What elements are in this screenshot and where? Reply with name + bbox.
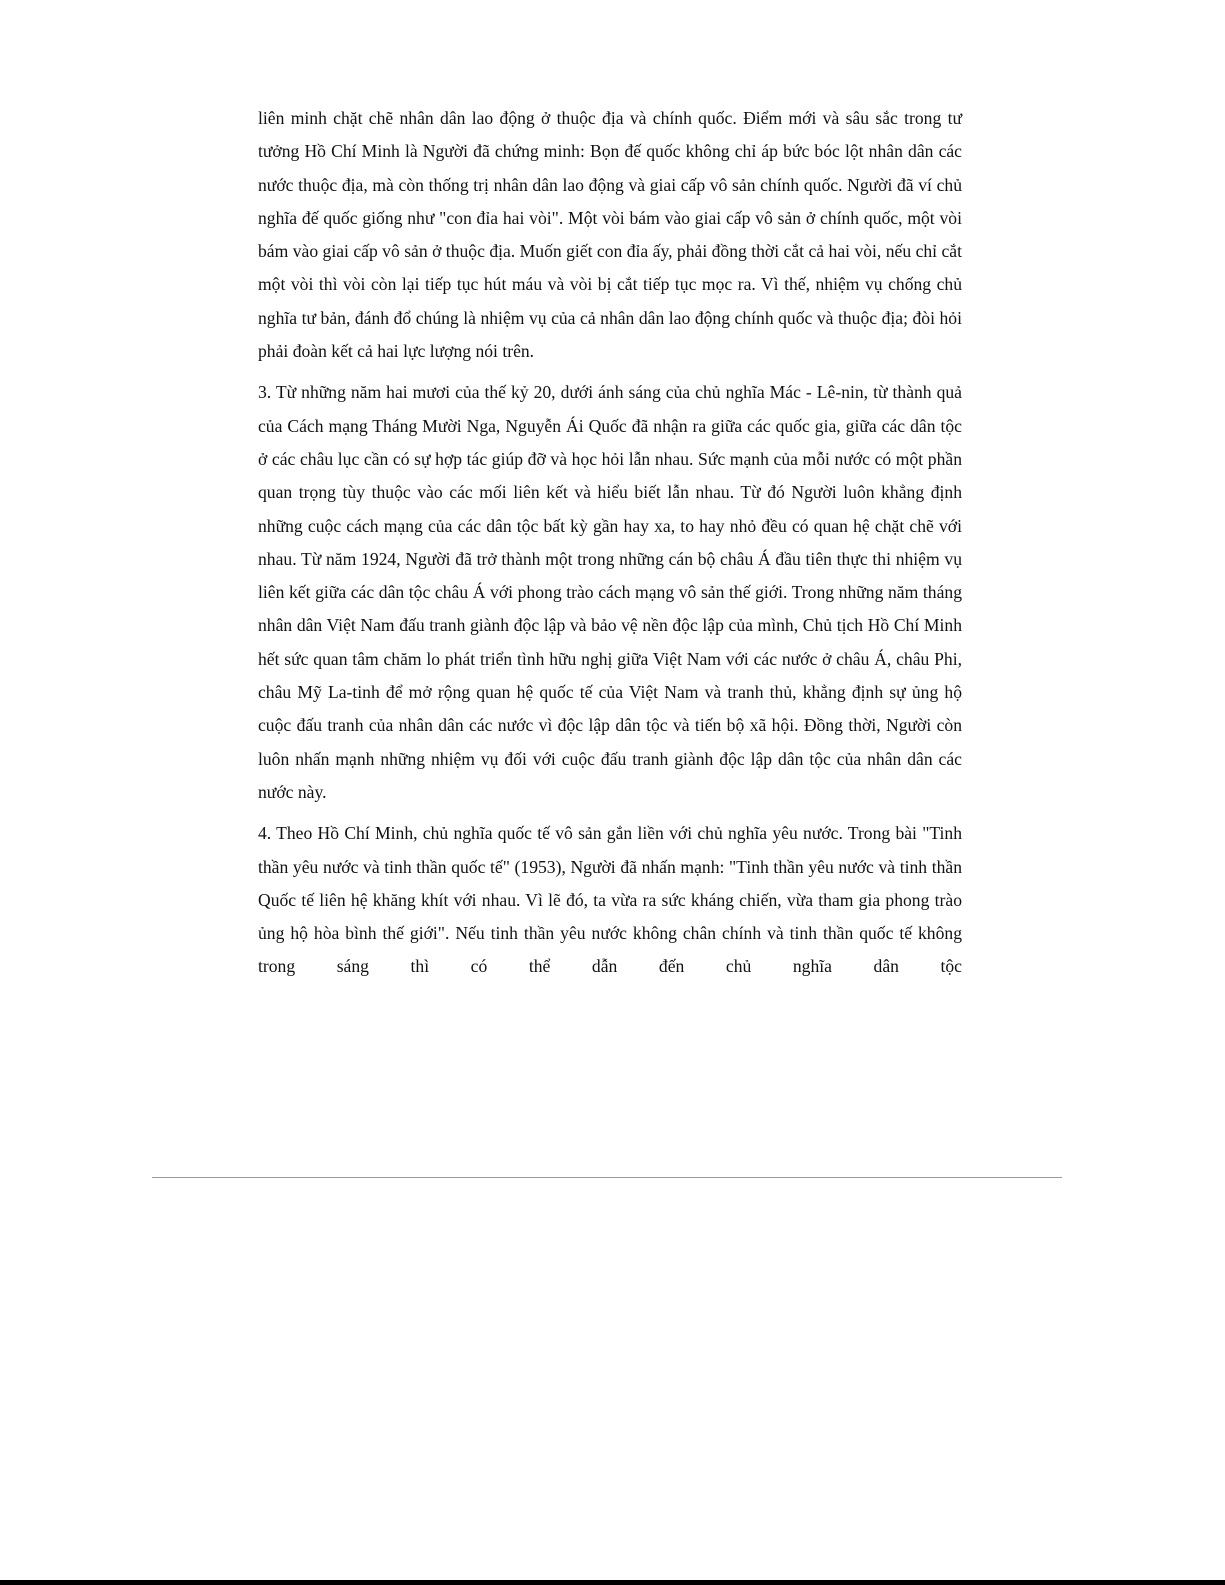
paragraph-point-3: 3. Từ những năm hai mươi của thế kỷ 20, dưới ánh sáng của chủ nghĩa Mác - Lê-nin, từ thành quả của Cách mạng Tháng Mười Nga, Nguyễn Ái Quốc đã nhận ra giữa các quốc gia, giữa các dân tộc ở các châu lục cần có sự hợp tác giúp đỡ và học hỏi lẫn nhau. Sức mạnh của mỗi nước có một phần quan trọng tùy thuộc vào các mối liên kết và hiểu biết lẫn nhau. Từ đó Người luôn khẳng định những cuộc cách mạng của các dân tộc bất kỳ gần hay xa, to hay nhỏ đều có quan hệ chặt chẽ với nhau. Từ năm 1924, Người đã trở thành một trong những cán bộ châu Á đầu tiên thực thi nhiệm vụ liên kết giữa các dân tộc châu Á với phong trào cách mạng vô sản thế giới. Trong những năm tháng nhân dân Việt Nam đấu tranh giành độc lập và bảo vệ nền độc lập của mình, Chủ tịch Hồ Chí Minh hết sức quan tâm chăm lo phát triển tình hữu nghị giữa Việt Nam với các nước ở châu Á, châu Phi, châu Mỹ La-tinh để mở rộng quan hệ quốc tế của Việt Nam và tranh thủ, khẳng định sự ủng hộ cuộc đấu tranh của nhân dân các nước vì độc lập dân tộc và tiến bộ xã hội. Đồng thời, Người còn luôn nhấn mạnh những nhiệm vụ đối với cuộc đấu tranh giành độc lập dân tộc của nhân dân các nước này. <box>258 382 962 802</box>
bottom-edge-bar <box>0 1580 1225 1585</box>
page-divider <box>152 1177 1062 1178</box>
paragraph-point-4: 4. Theo Hồ Chí Minh, chủ nghĩa quốc tế vô sản gắn liền với chủ nghĩa yêu nước. Trong bài "Tinh thần yêu nước và tinh thần quốc tế" (1953), Người đã nhấn mạnh: "Tinh thần yêu nước và tinh thần Quốc tế liên hệ khăng khít với nhau. Vì lẽ đó, ta vừa ra sức kháng chiến, vừa tham gia phong trào ủng hộ hòa bình thế giới". Nếu tinh thần yêu nước không chân chính và tinh thần quốc tế không trong sáng thì có thể dẫn đến chủ nghĩa dân tộc <box>258 823 962 977</box>
document-body <box>258 102 962 992</box>
paragraph-continuation: liên minh chặt chẽ nhân dân lao động ở thuộc địa và chính quốc. Điểm mới và sâu sắc trong tư tưởng Hồ Chí Minh là Người đã chứng minh: Bọn đế quốc không chỉ áp bức bóc lột nhân dân các nước thuộc địa, mà còn thống trị nhân dân lao động và giai cấp vô sản chính quốc. Người đã ví chủ nghĩa đế quốc giống như "con đỉa hai vòi". Một vòi bám vào giai cấp vô sản ở chính quốc, một vòi bám vào giai cấp vô sản ở thuộc địa. Muốn giết con đỉa ấy, phải đồng thời cắt cả hai vòi, nếu chỉ cắt một vòi thì vòi còn lại tiếp tục hút máu và vòi bị cắt tiếp tục mọc ra. Vì thế, nhiệm vụ chống chủ nghĩa tư bản, đánh đổ chúng là nhiệm vụ của cả nhân dân lao động chính quốc và thuộc địa; đòi hỏi phải đoàn kết cả hai lực lượng nói trên. <box>258 108 962 362</box>
